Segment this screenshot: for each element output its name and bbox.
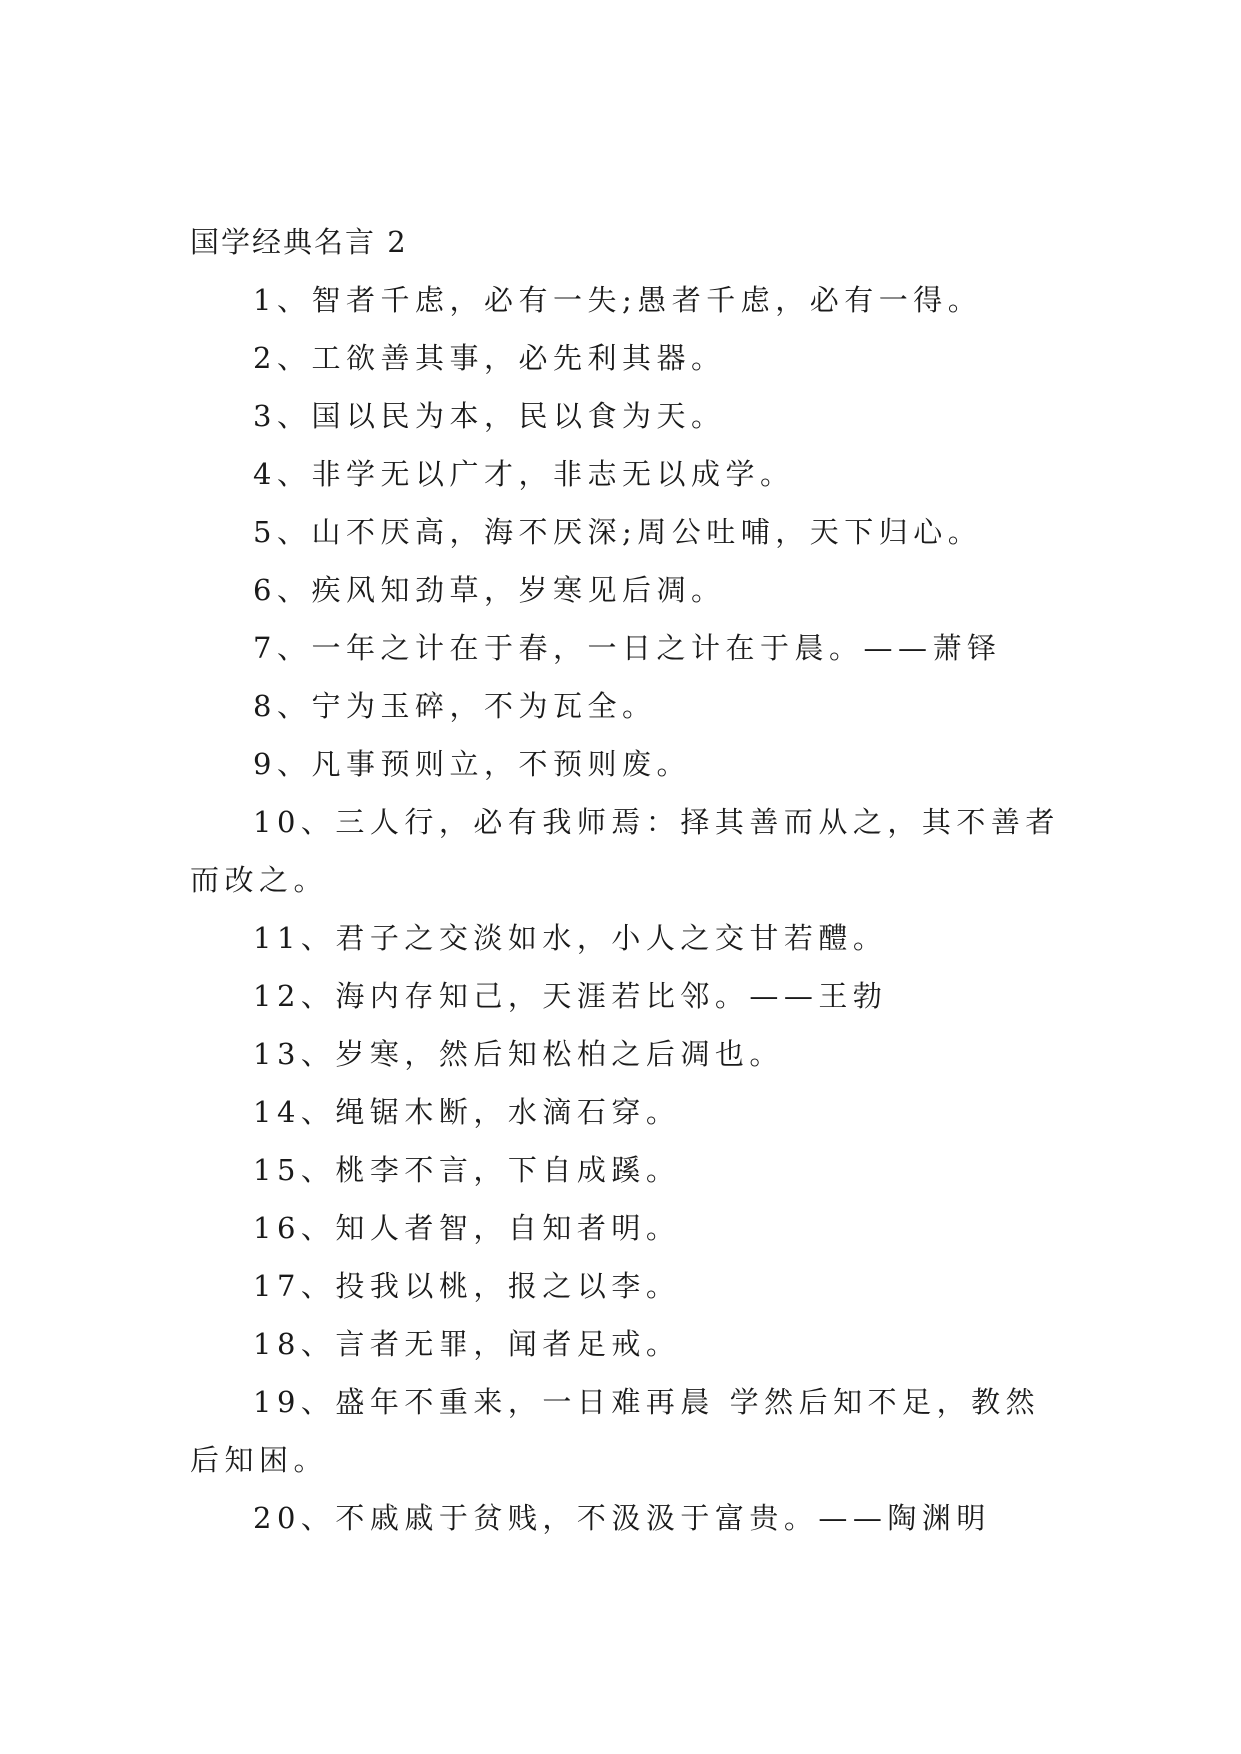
quote-item: 11、君子之交淡如水，小人之交甘若醴。 <box>253 921 888 955</box>
quote-item: 10、三人行，必有我师焉：择其善而从之，其不善者而改之。 <box>190 805 1060 897</box>
document-title: 国学经典名言 2 <box>190 225 408 259</box>
quote-item: 7、一年之计在于春，一日之计在于晨。——萧铎 <box>253 631 1002 665</box>
quote-item: 14、绳锯木断，水滴石穿。 <box>253 1095 681 1129</box>
quote-item: 6、疾风知劲草，岁寒见后凋。 <box>253 573 726 607</box>
quote-item: 3、国以民为本，民以食为天。 <box>253 399 726 433</box>
quote-item: 8、宁为玉碎，不为瓦全。 <box>253 689 657 723</box>
quote-item: 16、知人者智，自知者明。 <box>253 1211 681 1245</box>
quote-item: 1、智者千虑，必有一失;愚者千虑，必有一得。 <box>253 283 983 317</box>
quote-item: 20、不戚戚于贫贱，不汲汲于富贵。——陶渊明 <box>253 1501 991 1535</box>
quote-item: 2、工欲善其事，必先利其器。 <box>253 341 726 375</box>
quote-item: 13、岁寒，然后知松柏之后凋也。 <box>253 1037 784 1071</box>
quote-item: 17、投我以桃，报之以李。 <box>253 1269 681 1303</box>
quote-item: 18、言者无罪，闻者足戒。 <box>253 1327 681 1361</box>
quote-item: 5、山不厌高，海不厌深;周公吐哺，天下归心。 <box>253 515 983 549</box>
document-page <box>190 213 1060 1547</box>
quote-item: 4、非学无以广才，非志无以成学。 <box>253 457 795 491</box>
quote-item: 19、盛年不重来，一日难再晨 学然后知不足，教然后知困。 <box>190 1385 1041 1477</box>
quote-item: 15、桃李不言，下自成蹊。 <box>253 1153 681 1187</box>
quote-item: 12、海内存知己，天涯若比邻。——王勃 <box>253 979 888 1013</box>
quote-item: 9、凡事预则立，不预则废。 <box>253 747 691 781</box>
